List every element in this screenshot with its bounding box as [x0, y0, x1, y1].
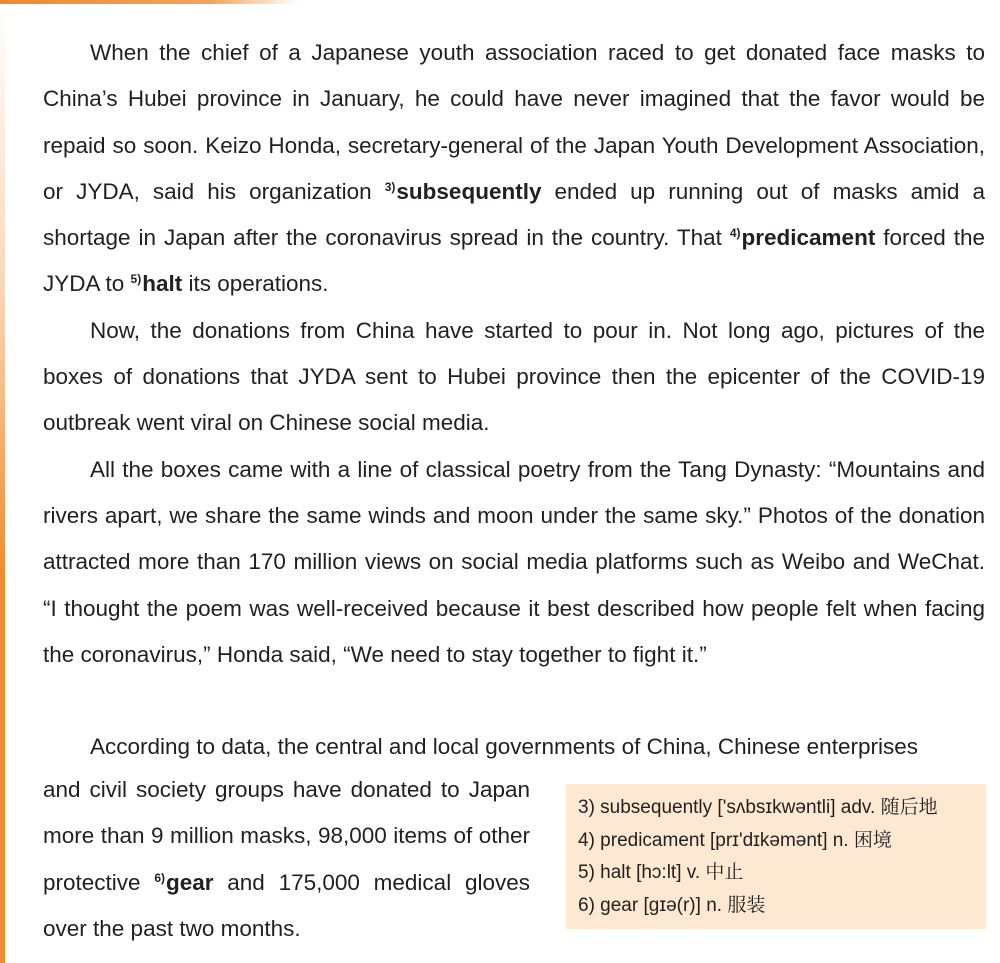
keyword-number: 4): [729, 226, 741, 241]
keyword-text: subsequently: [396, 178, 542, 204]
keyword-text: gear: [165, 869, 214, 895]
keyword-number: 3): [384, 179, 396, 194]
vocabulary-box: [566, 784, 986, 929]
paragraph-4-text-b: and 175,000 medical gloves over the past two months.: [43, 869, 530, 941]
keyword-subsequently: [385, 179, 542, 204]
keyword-text: predicament: [741, 225, 876, 251]
top-accent-rule: [0, 0, 300, 4]
paragraph-4-text-a: and civil society groups have donated to Japan more than 9 million masks, 98,000 items of other protective: [43, 777, 530, 895]
vocab-entry-subsequently: 3) subsequently ['sʌbsɪkwəntli] adv. 随后地: [578, 797, 938, 818]
paragraph-2: Now, the donations from China have started to pour in. Not long ago, pictures of the boxes of donations that JYDA sent to Hubei province then the epicenter of the COVID-19 outbreak went viral on Chinese social media.: [43, 317, 985, 436]
left-accent-edge: [0, 0, 5, 963]
vocab-entry-halt: 5) halt [hɔ:lt] v. 中止: [578, 862, 744, 883]
keyword-text: halt: [142, 271, 183, 297]
vocab-entry-gear: 6) gear [gɪə(r)] n. 服装: [578, 894, 766, 916]
keyword-gear: [154, 870, 213, 895]
keyword-number: 5): [130, 272, 142, 287]
paragraph-4-body: [43, 767, 530, 952]
keyword-number: 6): [154, 870, 165, 885]
paragraph-4-first-line: [43, 724, 985, 770]
paragraph-1-text-b: ended up running out of masks amid a shortage in Japan after the coronavirus spread in the country. That: [43, 178, 985, 251]
paragraph-3: All the boxes came with a line of classical poetry from the Tang Dynasty: “Mountains and rivers apart, we share the same winds and moon under the same sky.” Photos of the donation attracted more than 170 million views on social media platforms such as Weibo and WeChat. “I thought the poem was well-received because it best described how people felt when facing the coronavirus,” Honda said, “We need to stay together to fight it.”: [43, 456, 985, 667]
paragraph-1: [43, 30, 985, 308]
article-body: [43, 30, 985, 678]
vocab-entry-predicament: 4) predicament [prɪ'dɪkəmənt] n. 困境: [578, 829, 892, 851]
paragraph-4-lead: According to data, the central and local governments of China, Chinese enterprises: [90, 734, 918, 759]
paragraph-1-text-c: forced the JYDA to: [43, 225, 985, 297]
keyword-predicament: [730, 225, 875, 250]
keyword-halt: [131, 271, 183, 296]
paragraph-1-text-d: its operations.: [182, 271, 329, 297]
paragraph-1-text-a: When the chief of a Japanese youth association raced to get donated face masks to China’s Hubei province in January, he could have never imagined that the favor would be repaid so soon. Keizo Honda, secretary-general of the Japan Youth Development Association, or JYDA, said his organization: [43, 40, 985, 204]
